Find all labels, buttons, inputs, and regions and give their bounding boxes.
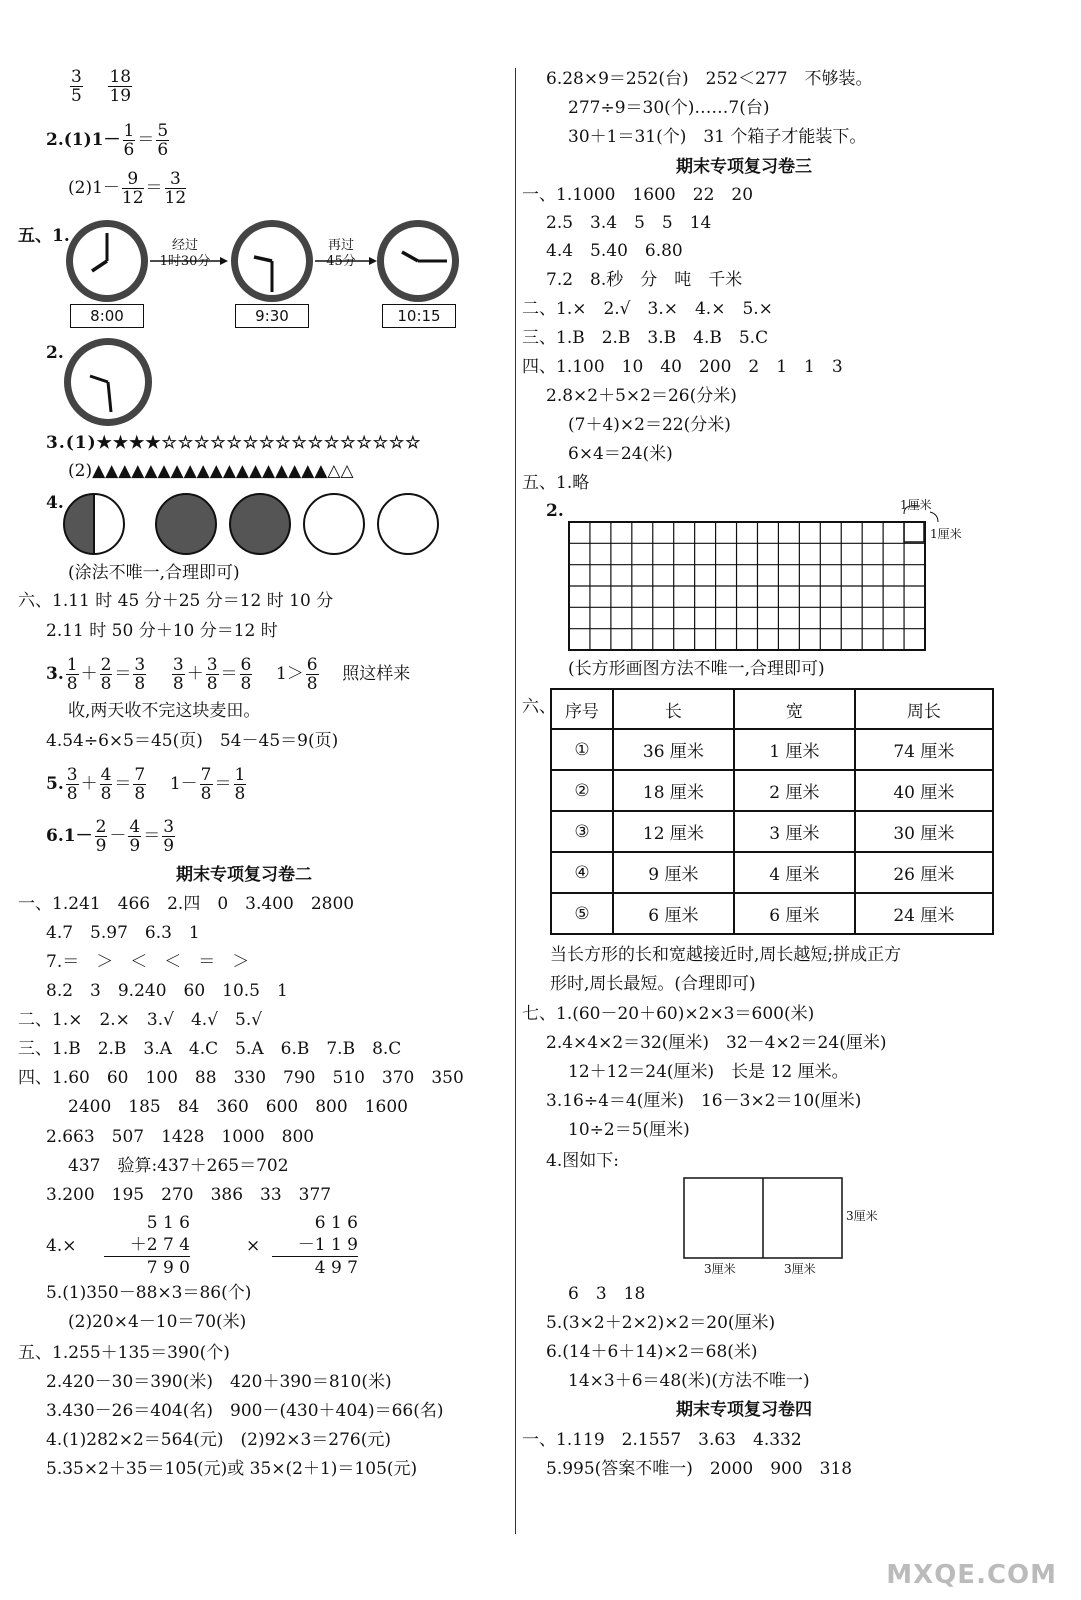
s2-part4-4-mid: × bbox=[246, 1236, 261, 1256]
fraction: $\frac{6}{8}$ bbox=[306, 655, 318, 694]
clock-8-00 bbox=[66, 220, 148, 302]
column-divider bbox=[515, 68, 516, 1534]
vertical-sum: 5 1 6 ＋2 7 4 7 9 0 bbox=[104, 1212, 190, 1279]
fraction: $\frac{3}{8}$ bbox=[172, 655, 184, 694]
table-header: 宽 bbox=[734, 689, 855, 729]
fraction: $\frac{7}{8}$ bbox=[200, 765, 212, 804]
s3-part1-7: 7.2 8.秒 分 吨 千米 bbox=[546, 270, 743, 290]
figure-side-label: 3厘米 bbox=[846, 1209, 878, 1223]
shaded-circle bbox=[156, 494, 216, 554]
note-1: (涂法不唯一,合理即可) bbox=[68, 563, 240, 583]
q5-3-1: 3.(1)★★★★☆☆☆☆☆☆☆☆☆☆☆☆☆☆☆☆ bbox=[46, 433, 422, 453]
s2-part4-4-label: 4.× bbox=[46, 1236, 77, 1256]
fraction: $\frac{7}{8}$ bbox=[134, 765, 146, 804]
s3-part7-3: 3.16÷4＝4(厘米) 16－3×2＝10(厘米) bbox=[546, 1091, 862, 1111]
s4-part1-1: 一、1.119 2.1557 3.63 4.332 bbox=[522, 1430, 802, 1450]
s3-part7-6b: 14×3＋6＝48(米)(方法不唯一) bbox=[568, 1371, 810, 1391]
s3-part1-2: 2.5 3.4 5 5 14 bbox=[546, 213, 712, 233]
fraction: $\frac{4}{9}$ bbox=[129, 817, 141, 856]
q2-2: (2)1－ $\frac{9}{12}$ ＝ $\frac{3}{12}$ bbox=[68, 169, 187, 208]
s3-part3: 三、1.B 2.B 3.B 4.B 5.C bbox=[522, 328, 769, 348]
s2-part5-1: 五、1.255＋135＝390(个) bbox=[18, 1343, 230, 1363]
s3-part7-1: 七、1.(60－20＋60)×2×3＝600(米) bbox=[522, 1004, 815, 1024]
s3-part1-4: 4.4 5.40 6.80 bbox=[546, 241, 683, 261]
table-header: 周长 bbox=[855, 689, 993, 729]
fraction: $\frac{18}{19}$ bbox=[109, 67, 132, 106]
s2-part1-7: 7.＝ ＞ ＜ ＜ ＝ ＞ bbox=[46, 952, 250, 972]
q6-4: 4.54÷6×5＝45(页) 54－45＝9(页) bbox=[46, 731, 339, 751]
section-title-3: 期末专项复习卷三 bbox=[676, 157, 812, 177]
s2-part4-1: 四、1.60 60 100 88 330 790 510 370 350 bbox=[18, 1068, 464, 1088]
clock-q2 bbox=[62, 336, 158, 428]
s2-part3: 三、1.B 2.B 3.A 4.C 5.A 6.B 7.B 8.C bbox=[18, 1039, 402, 1059]
s2-part5-2: 2.420－30＝390(米) 420＋390＝810(米) bbox=[46, 1372, 392, 1392]
s3-part7-2: 2.4×4×2＝32(厘米) 32－4×2＝24(厘米) bbox=[546, 1033, 887, 1053]
arrow-2-label: 再过 45分 bbox=[326, 238, 356, 269]
s3-part4-2c: 6×4＝24(米) bbox=[568, 444, 673, 464]
fraction: $\frac{3}{8}$ bbox=[134, 655, 146, 694]
two-squares-figure bbox=[682, 1176, 846, 1262]
q6-6: 6.1－ $\frac{2}{9}$ － $\frac{4}{9}$ ＝ $\frac{3}{9}$ bbox=[46, 817, 175, 856]
s2-part1-1: 一、1.241 466 2.四 0 3.400 2800 bbox=[18, 894, 355, 914]
s3-part7-4b: 6 3 18 bbox=[568, 1284, 646, 1304]
q6-1: 六、1.11 时 45 分＋25 分＝12 时 10 分 bbox=[18, 591, 334, 611]
figure-bottom-label-2: 3厘米 bbox=[784, 1262, 816, 1276]
s2-part2: 二、1.× 2.× 3.√ 4.√ 5.√ bbox=[18, 1010, 263, 1030]
fraction: $\frac{3}{8}$ bbox=[206, 655, 218, 694]
s3-part7-4: 4.图如下: bbox=[546, 1151, 619, 1171]
time-box-1: 8:00 bbox=[70, 304, 144, 328]
fraction: $\frac{3}{9}$ bbox=[163, 817, 175, 856]
table-row: ① 36 厘米 1 厘米 74 厘米 bbox=[551, 729, 993, 770]
fraction: $\frac{3}{5}$ bbox=[71, 67, 82, 106]
conclusion-1: 当长方形的长和宽越接近时,周长越短;拼成正方 bbox=[550, 945, 902, 965]
s3-part5-2-label: 2. bbox=[546, 501, 564, 521]
answer-fractions-line bbox=[68, 68, 134, 105]
q2-1: 2.(1)1－ $\frac{1}{6}$ ＝ $\frac{5}{6}$ bbox=[46, 121, 169, 160]
circle-shading bbox=[62, 492, 452, 558]
s4-part1-5: 5.995(答案不唯一) 2000 900 318 bbox=[546, 1459, 853, 1479]
fraction: $\frac{1}{8}$ bbox=[66, 655, 78, 694]
s2-part4-2b: 437 验算:437＋265＝702 bbox=[68, 1156, 289, 1176]
fraction: $\frac{3}{8}$ bbox=[66, 765, 78, 804]
s2-part5-5: 5.35×2＋35＝105(元)或 35×(2＋1)＝105(元) bbox=[46, 1459, 418, 1479]
clock-sequence bbox=[62, 216, 462, 306]
conclusion-2: 形时,周长最短。(合理即可) bbox=[550, 974, 756, 994]
table-header: 序号 bbox=[551, 689, 613, 729]
q6-3-b: 收,两天收不完这块麦田。 bbox=[68, 701, 261, 721]
s2-part4-3: 3.200 195 270 386 33 377 bbox=[46, 1185, 332, 1205]
q6-2: 2.11 时 50 分＋10 分＝12 时 bbox=[46, 621, 278, 641]
s2-part5-4: 4.(1)282×2＝564(元) (2)92×3＝276(元) bbox=[46, 1430, 392, 1450]
fraction: $\frac{9}{12}$ bbox=[121, 169, 144, 208]
s2-part4-5b: (2)20×4－10＝70(米) bbox=[68, 1312, 247, 1332]
s2-part4-5: 5.(1)350－88×3＝86(个) bbox=[46, 1283, 252, 1303]
fraction: $\frac{1}{6}$ bbox=[123, 121, 135, 160]
q6-5: 5. $\frac{3}{8}$ ＋ $\frac{4}{8}$ ＝ $\frac{7}{8}$ 1－ $\frac{7}{8}$ ＝ $\frac{1}{8}$ bbox=[46, 765, 246, 804]
time-box-3: 10:15 bbox=[382, 304, 456, 328]
s3-part4-1: 四、1.100 10 40 200 2 1 1 3 bbox=[522, 357, 843, 377]
s3-part2: 二、1.× 2.√ 3.× 4.× 5.× bbox=[522, 299, 773, 319]
r-q6-3: 30＋1＝31(个) 31 个箱子才能装下。 bbox=[568, 127, 867, 147]
fraction: $\frac{3}{12}$ bbox=[164, 169, 187, 208]
fraction: $\frac{6}{8}$ bbox=[240, 655, 252, 694]
section-title-2: 期末专项复习卷二 bbox=[176, 865, 312, 885]
table-row: ② 18 厘米 2 厘米 40 厘米 bbox=[551, 770, 993, 811]
shaded-circle bbox=[230, 494, 290, 554]
fraction: $\frac{1}{8}$ bbox=[234, 765, 246, 804]
s3-part7-2b: 12＋12＝24(厘米) 长是 12 厘米。 bbox=[568, 1062, 849, 1082]
s3-part4-2b: (7＋4)×2＝22(分米) bbox=[568, 415, 731, 435]
time-box-2: 9:30 bbox=[235, 304, 309, 328]
section-title-4: 期末专项复习卷四 bbox=[676, 1400, 812, 1420]
grid-label-side: 1厘米 bbox=[930, 527, 962, 541]
s3-part6-label: 六、 bbox=[522, 697, 556, 717]
q5-4-label: 4. bbox=[46, 493, 64, 513]
fraction: $\frac{4}{8}$ bbox=[100, 765, 112, 804]
s3-part5-1: 五、1.略 bbox=[522, 473, 590, 493]
table-row: ③ 12 厘米 3 厘米 30 厘米 bbox=[551, 811, 993, 852]
s2-part4-2: 2.663 507 1428 1000 800 bbox=[46, 1127, 315, 1147]
grid-label-top: 1厘米 bbox=[900, 498, 932, 512]
table-row: ⑤ 6 厘米 6 厘米 24 厘米 bbox=[551, 893, 993, 934]
half-shaded-circle bbox=[64, 494, 124, 554]
r-q6-2: 277÷9＝30(个)……7(台) bbox=[568, 98, 770, 118]
figure-bottom-label-1: 3厘米 bbox=[704, 1262, 736, 1276]
watermark-text: MXQE.COM bbox=[886, 1560, 1057, 1590]
vertical-difference: 6 1 6 －1 1 9 4 9 7 bbox=[272, 1212, 358, 1279]
note-2: (长方形画图方法不唯一,合理即可) bbox=[568, 659, 825, 679]
s3-part4-2: 2.8×2＋5×2＝26(分米) bbox=[546, 386, 737, 406]
r-q6-1: 6.28×9＝252(台) 252＜277 不够装。 bbox=[546, 69, 873, 89]
s3-part7-3b: 10÷2＝5(厘米) bbox=[568, 1120, 690, 1140]
q5-2-label: 2. bbox=[46, 343, 64, 363]
q5-1-label: 五、1. bbox=[18, 226, 70, 246]
s2-part1-8: 8.2 3 9.240 60 10.5 1 bbox=[46, 981, 288, 1001]
arrow-1-label: 经过 1时30分 bbox=[159, 238, 211, 269]
clock-10-15 bbox=[377, 220, 459, 302]
fraction: $\frac{5}{6}$ bbox=[157, 121, 169, 160]
table-header: 长 bbox=[613, 689, 734, 729]
s2-part1-4: 4.7 5.97 6.3 1 bbox=[46, 923, 200, 943]
s2-part5-3: 3.430－26＝404(名) 900－(430＋404)＝66(名) bbox=[46, 1401, 444, 1421]
s3-part1-1: 一、1.1000 1600 22 20 bbox=[522, 185, 754, 205]
rectangle-table bbox=[550, 688, 994, 935]
q6-3: 3. $\frac{1}{8}$ ＋ $\frac{2}{8}$ ＝ $\frac{3}{8}$ $\frac{3}{8}$ ＋ $\frac{3}{8}$ ＝ $\frac{6}{8}$ 1＞ $\frac{6}{8}$ 照这样来 bbox=[46, 655, 411, 694]
table-row: ④ 9 厘米 4 厘米 26 厘米 bbox=[551, 852, 993, 893]
fraction: $\frac{2}{9}$ bbox=[95, 817, 107, 856]
q5-3-2: (2)▲▲▲▲▲▲▲▲▲▲▲▲▲▲▲▲▲▲△△ bbox=[68, 461, 354, 481]
square-grid bbox=[568, 518, 928, 652]
s3-part7-5: 5.(3×2＋2×2)×2＝20(厘米) bbox=[546, 1313, 776, 1333]
fraction: $\frac{2}{8}$ bbox=[100, 655, 112, 694]
empty-circle bbox=[304, 494, 364, 554]
s2-part4-1b: 2400 185 84 360 600 800 1600 bbox=[68, 1097, 408, 1117]
s3-part7-6: 6.(14＋6＋14)×2＝68(米) bbox=[546, 1342, 758, 1362]
empty-circle bbox=[378, 494, 438, 554]
clock-9-30 bbox=[231, 220, 313, 302]
